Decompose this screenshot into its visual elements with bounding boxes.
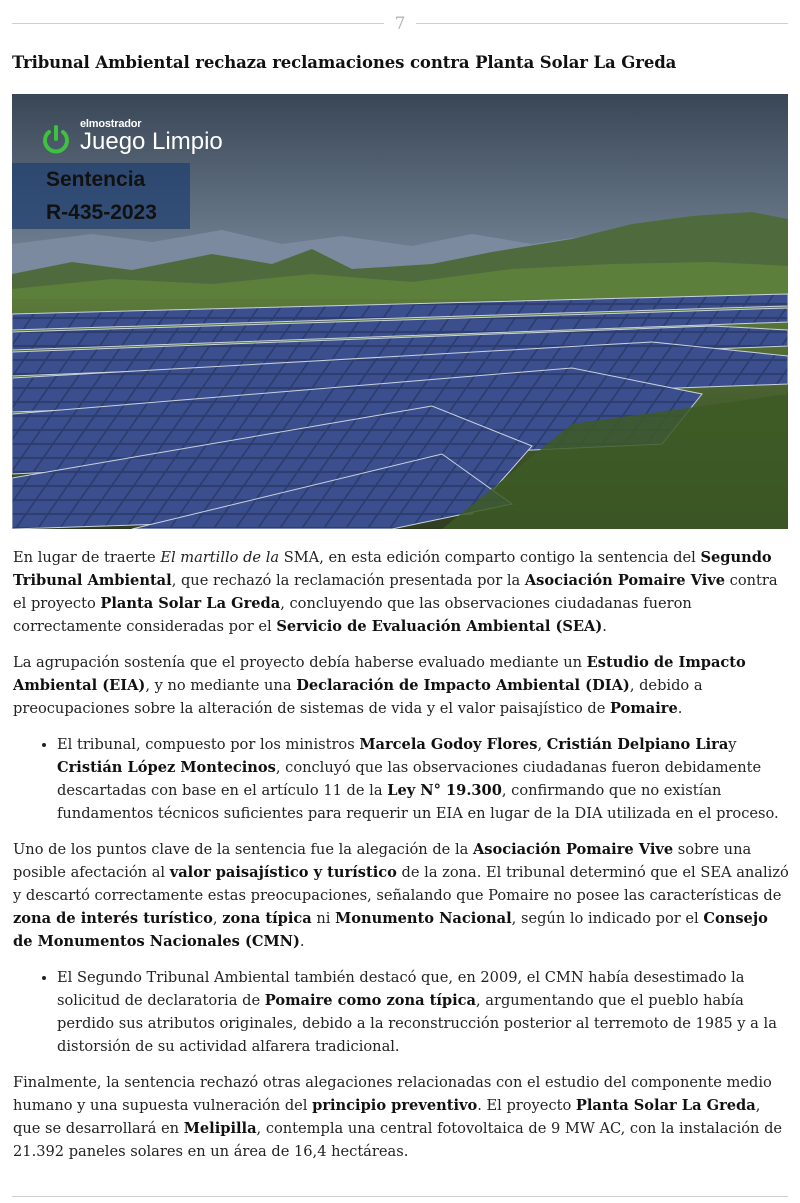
divider-line-left [12,23,384,24]
solar-farm-photo [12,94,788,529]
list-item: • El tribunal, compuesto por los ministros Marcela Godoy Flores, Cristián Delpiano Liray Cristián López Montecinos, concluyó que las observaciones ciudadanas fueron debidamente descartadas con base en el artículo 11 de la Ley N° 19.300, confirmando que no existían fundamentos técnicos suficientes para requerir un EIA en lugar de la DIA utilizada en el proceso. [57,733,789,825]
divider-line-right [416,23,788,24]
paragraph-1: En lugar de traerte El martillo de la SMA, en esta edición comparto contigo la sentencia del Segundo Tribunal Ambiental, que rechazó la reclamación presentada por la Asociación Pomaire Vive contra el proyecto Planta Solar La Greda, concluyendo que las observaciones ciudadanas fueron correctamente consideradas por el Servicio de Evaluación Ambiental (SEA). [13,549,778,635]
article-title: Tribunal Ambiental rechaza reclamaciones contra Planta Solar La Greda [12,53,677,72]
section-number: 7 [394,14,406,34]
list-item: • El Segundo Tribunal Ambiental también destacó que, en 2009, el CMN había desestimado la solicitud de declaratoria de Pomaire como zona típica, argumentando que el pueblo había perdido sus atributos originales, debido a la reconstrucción posterior al terremoto de 1985 y a la distorsión de su actividad alfarera tradicional. [57,966,789,1058]
paragraph-2: La agrupación sostenía que el proyecto debía haberse evaluado mediante un Estudio de Impacto Ambiental (EIA), y no mediante una Declaración de Impacto Ambiental (DIA), debido a preocupaciones sobre la alteración de sistemas de vida y el valor paisajístico de Pomaire. [13,654,746,717]
brand-name: Juego Limpio [80,128,223,155]
paragraph-3: Uno de los puntos clave de la sentencia fue la alegación de la Asociación Pomaire Vive sobre una posible afectación al valor paisajístico y turístico de la zona. El tribunal determinó que el SEA analizó y descartó correctamente estas preocupaciones, señalando que Pomaire no posee las características de zona de interés turístico, zona típica ni Monumento Nacional, según lo indicado por el Consejo de Monumentos Nacionales (CMN). [13,841,789,950]
bottom-divider [12,1196,788,1197]
verdict-code: R-435-2023 [12,196,190,229]
paragraph-4: Finalmente, la sentencia rechazó otras alegaciones relacionadas con el estudio del componente medio humano y una supuesta vulneración del principio preventivo. El proyecto Planta Solar La Greda, que se desarrollará en Melipilla, contempla una central fotovoltaica de 9 MW AC, con la instalación de 21.392 paneles solares en un área de 16,4 hectáreas. [13,1074,783,1160]
bullet-list-1 [13,733,789,825]
article-body [13,546,789,1176]
verdict-label: Sentencia [12,163,190,196]
section-divider [12,14,788,34]
brand-publisher: elmostrador [80,118,142,130]
hero-image [12,94,788,529]
power-icon [40,124,72,156]
bullet-list-2 [13,966,789,1058]
